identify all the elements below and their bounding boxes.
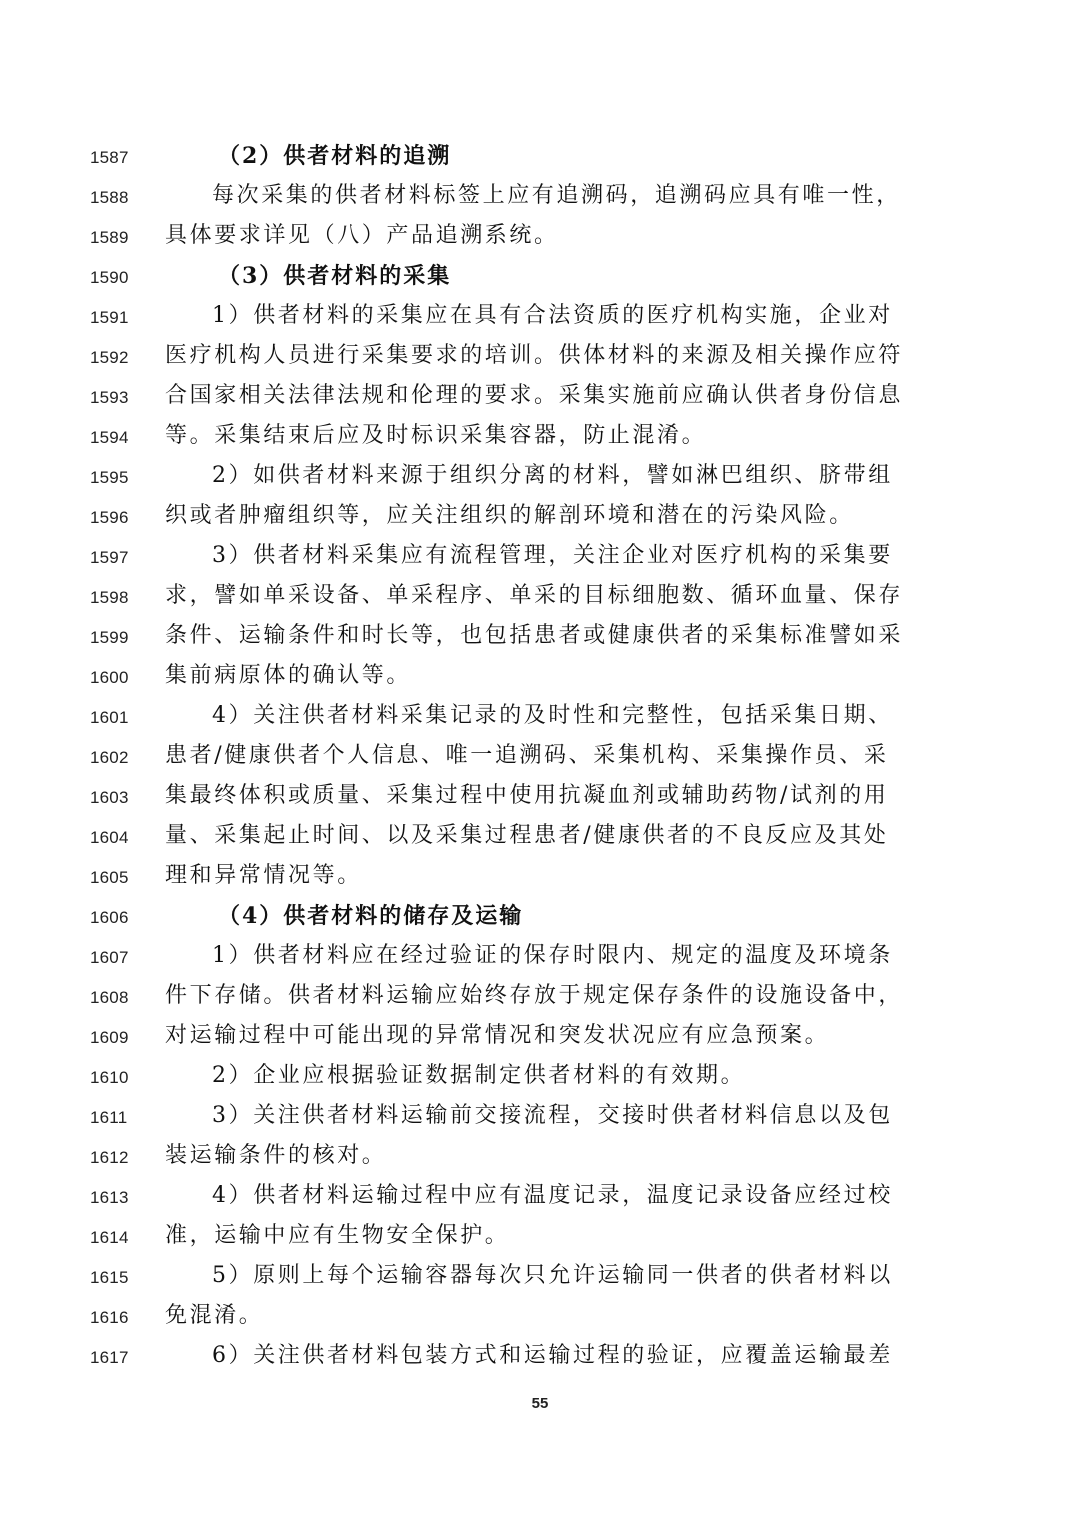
line-number: 1602 bbox=[90, 748, 129, 767]
line-number: 1594 bbox=[90, 428, 129, 447]
text-line bbox=[0, 336, 1080, 376]
line-number: 1611 bbox=[90, 1108, 128, 1127]
paragraph-text: 量、采集起止时间、以及采集过程患者/健康供者的不良反应及其处 bbox=[165, 823, 889, 848]
line-number: 1607 bbox=[90, 948, 129, 967]
text-line bbox=[0, 216, 1080, 256]
paragraph-text: 集最终体积或质量、采集过程中使用抗凝血剂或辅助药物/试剂的用 bbox=[165, 783, 889, 808]
line-number: 1600 bbox=[90, 668, 129, 687]
text-line bbox=[0, 536, 1080, 576]
paragraph-text: 条件、运输条件和时长等，也包括患者或健康供者的采集标准譬如采 bbox=[165, 623, 904, 648]
document-body bbox=[0, 136, 1080, 1376]
line-number: 1595 bbox=[90, 468, 129, 487]
text-line bbox=[0, 1256, 1080, 1296]
text-line bbox=[0, 1296, 1080, 1336]
text-line bbox=[0, 856, 1080, 896]
line-number: 1597 bbox=[90, 548, 129, 567]
paragraph-text: 理和异常情况等。 bbox=[165, 863, 362, 888]
text-line bbox=[0, 416, 1080, 456]
paragraph-text: 2）企业应根据验证数据制定供者材料的有效期。 bbox=[212, 1063, 746, 1088]
paragraph-text: 免混淆。 bbox=[165, 1303, 264, 1328]
line-number: 1614 bbox=[90, 1228, 129, 1247]
text-line bbox=[0, 1136, 1080, 1176]
paragraph-text: 每次采集的供者材料标签上应有追溯码，追溯码应具有唯一性， bbox=[212, 183, 901, 208]
paragraph-text: 医疗机构人员进行采集要求的培训。供体材料的来源及相关操作应符 bbox=[165, 343, 904, 368]
text-line bbox=[0, 176, 1080, 216]
line-number: 1610 bbox=[90, 1068, 129, 1087]
text-line bbox=[0, 936, 1080, 976]
line-number: 1601 bbox=[90, 708, 129, 727]
line-number: 1590 bbox=[90, 268, 129, 287]
section-heading: （2）供者材料的追溯 bbox=[218, 143, 452, 169]
section-heading-line bbox=[0, 896, 1080, 936]
paragraph-text: 3）供者材料采集应有流程管理，关注企业对医疗机构的采集要 bbox=[212, 543, 893, 568]
line-number: 1599 bbox=[90, 628, 129, 647]
paragraph-text: 织或者肿瘤组织等，应关注组织的解剖环境和潜在的污染风险。 bbox=[165, 503, 854, 528]
paragraph-text: 等。采集结束后应及时标识采集容器，防止混淆。 bbox=[165, 423, 707, 448]
text-line bbox=[0, 1176, 1080, 1216]
paragraph-text: 对运输过程中可能出现的异常情况和突发状况应有应急预案。 bbox=[165, 1023, 830, 1048]
text-line bbox=[0, 656, 1080, 696]
text-line bbox=[0, 696, 1080, 736]
line-number: 1606 bbox=[90, 908, 129, 927]
paragraph-text: 合国家相关法律法规和伦理的要求。采集实施前应确认供者身份信息 bbox=[165, 383, 904, 408]
paragraph-text: 装运输条件的核对。 bbox=[165, 1143, 387, 1168]
line-number: 1587 bbox=[90, 148, 129, 167]
text-line bbox=[0, 1096, 1080, 1136]
text-line bbox=[0, 456, 1080, 496]
text-line bbox=[0, 296, 1080, 336]
text-line bbox=[0, 736, 1080, 776]
paragraph-text: 2）如供者材料来源于组织分离的材料，譬如淋巴组织、脐带组 bbox=[212, 463, 893, 488]
text-line bbox=[0, 816, 1080, 856]
paragraph-text: 患者/健康供者个人信息、唯一追溯码、采集机构、采集操作员、采 bbox=[165, 743, 889, 768]
text-line bbox=[0, 576, 1080, 616]
section-heading: （4）供者材料的储存及运输 bbox=[218, 903, 524, 929]
section-heading-line bbox=[0, 136, 1080, 176]
text-line bbox=[0, 1336, 1080, 1376]
line-number: 1615 bbox=[90, 1268, 129, 1287]
line-number: 1589 bbox=[90, 228, 129, 247]
paragraph-text: 4）供者材料运输过程中应有温度记录，温度记录设备应经过校 bbox=[212, 1183, 893, 1208]
line-number: 1616 bbox=[90, 1308, 129, 1327]
paragraph-text: 3）关注供者材料运输前交接流程，交接时供者材料信息以及包 bbox=[212, 1103, 893, 1128]
paragraph-text: 1）供者材料应在经过验证的保存时限内、规定的温度及环境条 bbox=[212, 943, 893, 968]
text-line bbox=[0, 1056, 1080, 1096]
line-number: 1613 bbox=[90, 1188, 129, 1207]
text-line bbox=[0, 616, 1080, 656]
line-number: 1617 bbox=[90, 1348, 129, 1367]
text-line bbox=[0, 776, 1080, 816]
paragraph-text: 准，运输中应有生物安全保护。 bbox=[165, 1223, 510, 1248]
text-line bbox=[0, 1216, 1080, 1256]
line-number: 1609 bbox=[90, 1028, 129, 1047]
text-line bbox=[0, 1016, 1080, 1056]
paragraph-text: 1）供者材料的采集应在具有合法资质的医疗机构实施，企业对 bbox=[212, 303, 893, 328]
paragraph-text: 4）关注供者材料采集记录的及时性和完整性，包括采集日期、 bbox=[212, 703, 893, 728]
line-number: 1588 bbox=[90, 188, 129, 207]
text-line bbox=[0, 496, 1080, 536]
line-number: 1603 bbox=[90, 788, 129, 807]
line-number: 1592 bbox=[90, 348, 129, 367]
paragraph-text: 具体要求详见（八）产品追溯系统。 bbox=[165, 223, 559, 248]
page-number: 55 bbox=[531, 1395, 549, 1412]
paragraph-text: 6）关注供者材料包装方式和运输过程的验证，应覆盖运输最差 bbox=[212, 1343, 893, 1368]
line-number: 1598 bbox=[90, 588, 129, 607]
text-line bbox=[0, 976, 1080, 1016]
line-number: 1605 bbox=[90, 868, 129, 887]
text-line bbox=[0, 376, 1080, 416]
paragraph-text: 5）原则上每个运输容器每次只允许运输同一供者的供者材料以 bbox=[212, 1263, 893, 1288]
section-heading-line bbox=[0, 256, 1080, 296]
paragraph-text: 求，譬如单采设备、单采程序、单采的目标细胞数、循环血量、保存 bbox=[165, 583, 904, 608]
line-number: 1596 bbox=[90, 508, 129, 527]
paragraph-text: 集前病原体的确认等。 bbox=[165, 663, 412, 688]
line-number: 1593 bbox=[90, 388, 129, 407]
paragraph-text: 件下存储。供者材料运输应始终存放于规定保存条件的设施设备中， bbox=[165, 983, 904, 1008]
line-number: 1591 bbox=[90, 308, 129, 327]
line-number: 1612 bbox=[90, 1148, 129, 1167]
line-number: 1604 bbox=[90, 828, 129, 847]
line-number: 1608 bbox=[90, 988, 129, 1007]
section-heading: （3）供者材料的采集 bbox=[218, 263, 452, 289]
